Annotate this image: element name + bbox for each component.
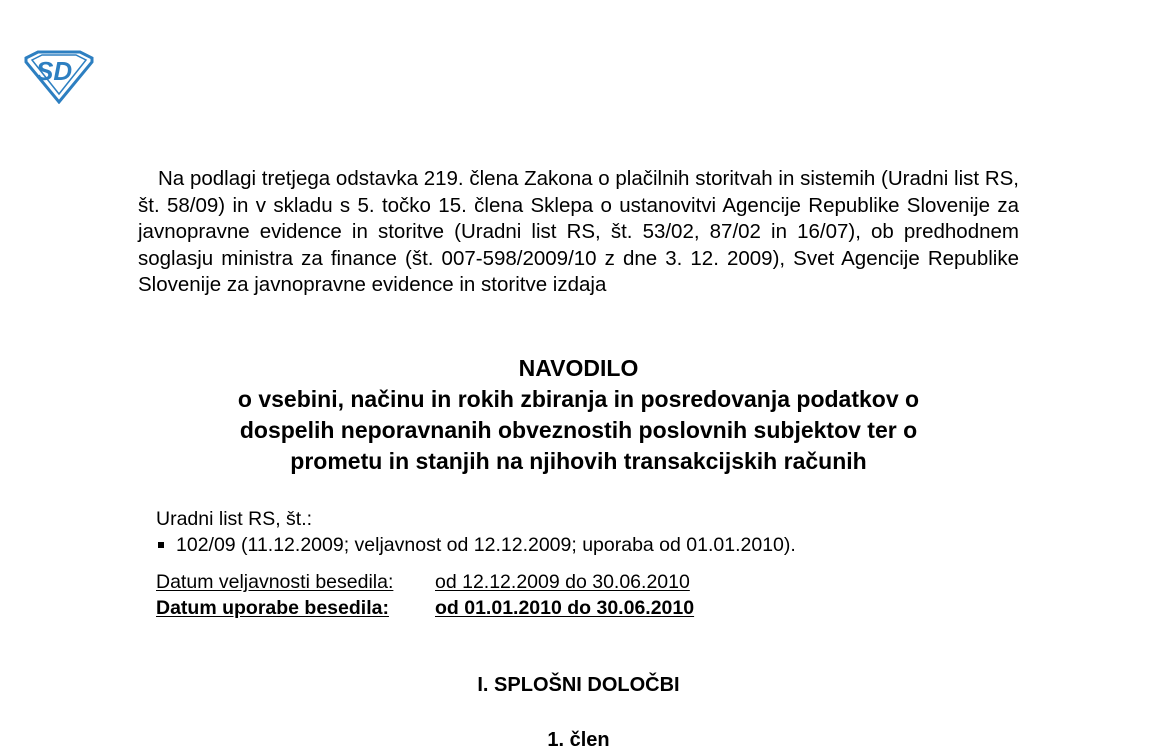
- bullet-square-icon: [158, 542, 164, 548]
- use-row: [156, 595, 694, 621]
- section-heading: I. SPLOŠNI DOLOČBI: [477, 674, 680, 696]
- source-label: Uradni list RS, št.:: [156, 508, 313, 530]
- document-title: [138, 353, 1019, 477]
- title-subtitle: o vsebini, načinu in rokih zbiranja in posredovanja podatkov o dospelih neporavnanih obveznostih poslovnih subjektov ter o prometu in stanjih na njihovih transakcijskih računih: [237, 386, 920, 474]
- source-item-text: 102/09 (11.12.2009; veljavnost od 12.12.2009; uporaba od 01.01.2010).: [176, 534, 796, 556]
- use-label: Datum uporabe besedila:: [156, 597, 389, 619]
- official-gazette-source: [156, 506, 796, 558]
- preamble-paragraph: Na podlagi tretjega odstavka 219. člena Zakona o plačilnih storitvah in sistemih (Uradni list RS, št. 58/09) in v skladu s 5. točko 15. člena Sklepa o ustanovitvi Agencije Republike Slovenije za javnopravne evidence in storitve (Uradni list RS, št. 53/02, 87/02 in 16/07), ob predhodnem soglasju ministra za finance (št. 007-598/2009/10 z dne 3. 12. 2009), Svet Agencije Republike Slovenije za javnopravne evidence in storitve izdaja: [138, 167, 1019, 297]
- use-value: od 01.01.2010 do 30.06.2010: [435, 597, 695, 619]
- source-item: [156, 532, 796, 558]
- title-heading: NAVODILO: [518, 355, 639, 381]
- validity-dates: [156, 569, 694, 621]
- svg-text:SD: SD: [36, 56, 73, 86]
- article-heading: 1. člen: [547, 729, 610, 751]
- validity-value: od 12.12.2009 do 30.06.2010: [435, 571, 690, 593]
- validity-row: [156, 569, 694, 595]
- validity-label: Datum veljavnosti besedila:: [156, 571, 394, 593]
- sd-logo-icon: [22, 50, 96, 104]
